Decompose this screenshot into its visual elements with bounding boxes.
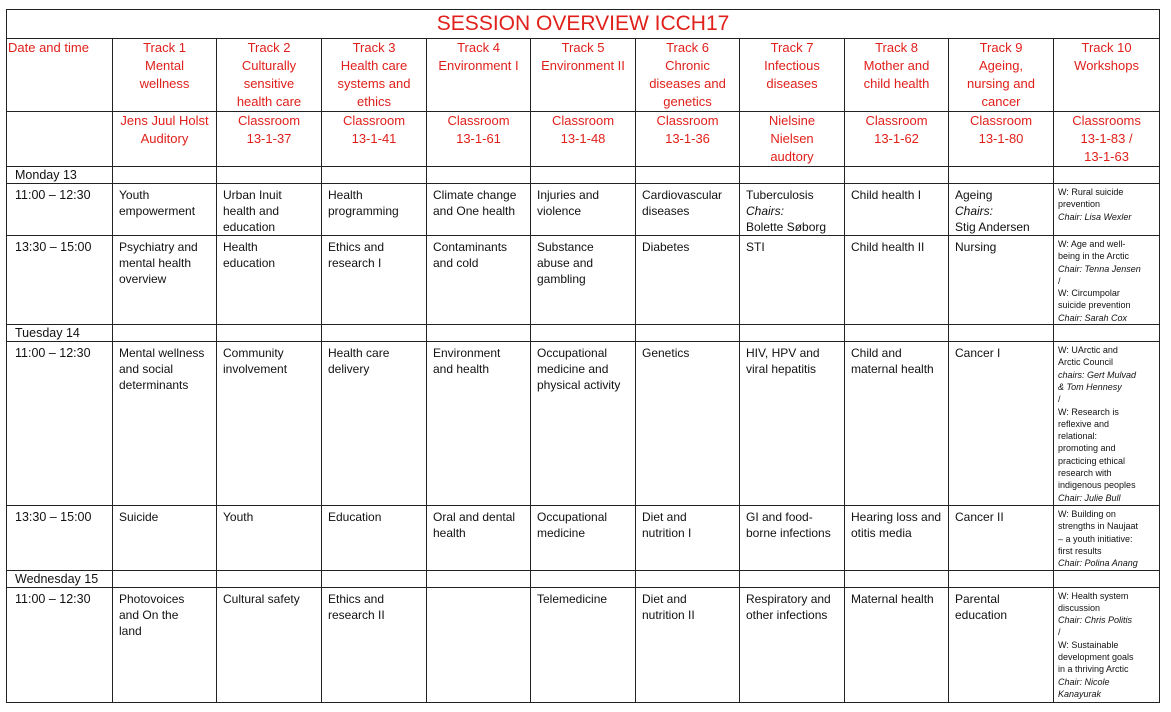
track-room: Classroom 13-1-48 bbox=[531, 112, 636, 167]
track-room: Classroom 13-1-36 bbox=[636, 112, 740, 167]
date-time-header: Date and time bbox=[7, 39, 113, 112]
session-cell: Climate change and One health bbox=[427, 184, 531, 236]
session-cell: STI bbox=[740, 236, 845, 325]
session-cell: Respiratory and other infections bbox=[740, 587, 845, 702]
day-row-blank bbox=[427, 167, 531, 184]
day-label: Monday 13 bbox=[7, 167, 113, 184]
workshop-entry: W: UArctic and Arctic Council bbox=[1058, 345, 1118, 368]
workshop-chair: Chair: Nicole Kanayurak bbox=[1058, 676, 1110, 699]
session-chair-names: Stig Andersen bbox=[955, 220, 1030, 234]
workshop-entry: W: Rural suicide prevention bbox=[1058, 187, 1124, 210]
day-row-blank bbox=[740, 325, 845, 342]
track-header: Track 3 Health care systems and ethics bbox=[322, 39, 427, 112]
session-cell: Mental wellness and social determinants bbox=[113, 342, 217, 506]
day-row-blank bbox=[531, 570, 636, 587]
workshop-entry: W: Age and well- being in the Arctic bbox=[1058, 239, 1130, 262]
session-cell: Occupational medicine bbox=[531, 506, 636, 570]
track-header: Track 4 Environment I bbox=[427, 39, 531, 112]
session-cell: Suicide bbox=[113, 506, 217, 570]
day-row-blank bbox=[636, 325, 740, 342]
session-cell: Community involvement bbox=[217, 342, 322, 506]
day-row-blank bbox=[740, 570, 845, 587]
session-cell: Occupational medicine and physical activity bbox=[531, 342, 636, 506]
day-row-blank bbox=[217, 167, 322, 184]
session-cell: Health education bbox=[217, 236, 322, 325]
day-row-blank bbox=[949, 167, 1054, 184]
day-row-blank bbox=[845, 325, 949, 342]
workshop-cell bbox=[1054, 184, 1160, 236]
session-cell: Genetics bbox=[636, 342, 740, 506]
session-chair-label: Chairs: bbox=[955, 204, 994, 218]
workshop-entry: / W: Sustainable development goals in a thriving Arctic bbox=[1058, 627, 1134, 675]
session-time: 11:00 – 12:30 bbox=[7, 587, 113, 702]
workshop-entry: W: Building on strengths in Naujaat – a youth initiative: first results bbox=[1058, 509, 1139, 556]
track-header: Track 2 Culturally sensitive health care bbox=[217, 39, 322, 112]
session-cell: Parental education bbox=[949, 587, 1054, 702]
session-cell: Diet and nutrition II bbox=[636, 587, 740, 702]
workshop-chair: Chair: Polina Anang bbox=[1058, 558, 1138, 569]
session-cell: Telemedicine bbox=[531, 587, 636, 702]
track-header: Track 6 Chronic diseases and genetics bbox=[636, 39, 740, 112]
session-cell: Injuries and violence bbox=[531, 184, 636, 236]
session-time: 11:00 – 12:30 bbox=[7, 342, 113, 506]
session-title: Tuberculosis bbox=[746, 188, 814, 202]
day-row-blank bbox=[322, 167, 427, 184]
session-cell: Cancer II bbox=[949, 506, 1054, 570]
session-cell: Health care delivery bbox=[322, 342, 427, 506]
day-row-blank bbox=[740, 167, 845, 184]
session-cell: Cultural safety bbox=[217, 587, 322, 702]
day-row-blank bbox=[636, 167, 740, 184]
workshop-chair: Chair: Sarah Cox bbox=[1058, 312, 1128, 323]
workshop-chair: Chair: Julie Bull bbox=[1058, 492, 1121, 503]
session-cell bbox=[740, 184, 845, 236]
session-chair-label: Chairs: bbox=[746, 204, 785, 218]
session-cell: Substance abuse and gambling bbox=[531, 236, 636, 325]
day-row-blank bbox=[1054, 325, 1160, 342]
day-row bbox=[7, 570, 1160, 587]
workshop-chair: Chair: Lisa Wexler bbox=[1058, 211, 1132, 222]
session-row bbox=[7, 236, 1160, 325]
session-row bbox=[7, 506, 1160, 570]
workshop-cell bbox=[1054, 587, 1160, 702]
session-cell: Child health I bbox=[845, 184, 949, 236]
day-row-blank bbox=[949, 325, 1054, 342]
day-row-blank bbox=[427, 325, 531, 342]
track-header: Track 9 Ageing, nursing and cancer bbox=[949, 39, 1054, 112]
session-cell: Ethics and research I bbox=[322, 236, 427, 325]
track-room: Classrooms 13-1-83 / 13-1-63 bbox=[1054, 112, 1160, 167]
session-overview-table bbox=[6, 9, 1160, 703]
day-label: Tuesday 14 bbox=[7, 325, 113, 342]
session-cell: Oral and dental health bbox=[427, 506, 531, 570]
track-room: Classroom 13-1-80 bbox=[949, 112, 1054, 167]
session-time: 13:30 – 15:00 bbox=[7, 506, 113, 570]
day-row-blank bbox=[1054, 570, 1160, 587]
session-cell: Diet and nutrition I bbox=[636, 506, 740, 570]
session-cell: Environment and health bbox=[427, 342, 531, 506]
day-row-blank bbox=[113, 570, 217, 587]
track-header: Track 10 Workshops bbox=[1054, 39, 1160, 112]
track-header: Track 1 Mental wellness bbox=[113, 39, 217, 112]
session-cell: HIV, HPV and viral hepatitis bbox=[740, 342, 845, 506]
track-header: Track 8 Mother and child health bbox=[845, 39, 949, 112]
day-row-blank bbox=[949, 570, 1054, 587]
day-row-blank bbox=[531, 167, 636, 184]
session-title: Ageing bbox=[955, 188, 993, 202]
session-cell: Maternal health bbox=[845, 587, 949, 702]
session-cell: Photovoices and On the land bbox=[113, 587, 217, 702]
session-cell: Contaminants and cold bbox=[427, 236, 531, 325]
session-cell: Child health II bbox=[845, 236, 949, 325]
track-header: Track 5 Environment II bbox=[531, 39, 636, 112]
session-cell: Psychiatry and mental health overview bbox=[113, 236, 217, 325]
day-row-blank bbox=[531, 325, 636, 342]
session-cell: Cardiovascular diseases bbox=[636, 184, 740, 236]
room-header-blank bbox=[7, 112, 113, 167]
track-room: Nielsine Nielsen audtory bbox=[740, 112, 845, 167]
session-cell: Ethics and research II bbox=[322, 587, 427, 702]
day-row-blank bbox=[217, 570, 322, 587]
workshop-cell bbox=[1054, 342, 1160, 506]
track-room: Classroom 13-1-62 bbox=[845, 112, 949, 167]
session-cell: Education bbox=[322, 506, 427, 570]
session-chair-names: Bolette Søborg bbox=[746, 220, 827, 234]
workshop-entry: W: Health system discussion bbox=[1058, 590, 1129, 613]
session-row bbox=[7, 184, 1160, 236]
session-cell: Youth empowerment bbox=[113, 184, 217, 236]
session-cell: Cancer I bbox=[949, 342, 1054, 506]
day-row-blank bbox=[427, 570, 531, 587]
day-row-blank bbox=[322, 570, 427, 587]
track-room: Classroom 13-1-41 bbox=[322, 112, 427, 167]
day-row-blank bbox=[845, 570, 949, 587]
workshop-chair: chairs: Gert Mulvad & Tom Hennesy bbox=[1058, 369, 1137, 392]
day-row bbox=[7, 325, 1160, 342]
day-row bbox=[7, 167, 1160, 184]
session-cell bbox=[949, 184, 1054, 236]
page-title: SESSION OVERVIEW ICCH17 bbox=[7, 10, 1160, 39]
workshop-entry: / W: Circumpolar suicide prevention bbox=[1058, 275, 1131, 311]
session-cell bbox=[427, 587, 531, 702]
session-cell: Diabetes bbox=[636, 236, 740, 325]
session-cell: Child and maternal health bbox=[845, 342, 949, 506]
workshop-cell bbox=[1054, 236, 1160, 325]
workshop-cell bbox=[1054, 506, 1160, 570]
workshop-chair: Chair: Chris Politis bbox=[1058, 615, 1133, 626]
day-row-blank bbox=[217, 325, 322, 342]
workshop-entry: / W: Research is reflexive and relational: promoting and practicing ethical research with indigenous peoples bbox=[1058, 394, 1136, 491]
session-time: 11:00 – 12:30 bbox=[7, 184, 113, 236]
day-row-blank bbox=[845, 167, 949, 184]
day-row-blank bbox=[322, 325, 427, 342]
day-row-blank bbox=[636, 570, 740, 587]
track-room: Jens Juul Holst Auditory bbox=[113, 112, 217, 167]
track-room: Classroom 13-1-37 bbox=[217, 112, 322, 167]
session-cell: Health programming bbox=[322, 184, 427, 236]
day-row-blank bbox=[113, 325, 217, 342]
workshop-chair: Chair: Tenna Jensen bbox=[1058, 263, 1141, 274]
track-header: Track 7 Infectious diseases bbox=[740, 39, 845, 112]
day-label: Wednesday 15 bbox=[7, 570, 113, 587]
session-row bbox=[7, 342, 1160, 506]
track-room: Classroom 13-1-61 bbox=[427, 112, 531, 167]
session-row bbox=[7, 587, 1160, 702]
session-cell: GI and food- borne infections bbox=[740, 506, 845, 570]
session-cell: Nursing bbox=[949, 236, 1054, 325]
day-row-blank bbox=[113, 167, 217, 184]
session-cell: Urban Inuit health and education bbox=[217, 184, 322, 236]
session-cell: Youth bbox=[217, 506, 322, 570]
day-row-blank bbox=[1054, 167, 1160, 184]
session-time: 13:30 – 15:00 bbox=[7, 236, 113, 325]
session-cell: Hearing loss and otitis media bbox=[845, 506, 949, 570]
